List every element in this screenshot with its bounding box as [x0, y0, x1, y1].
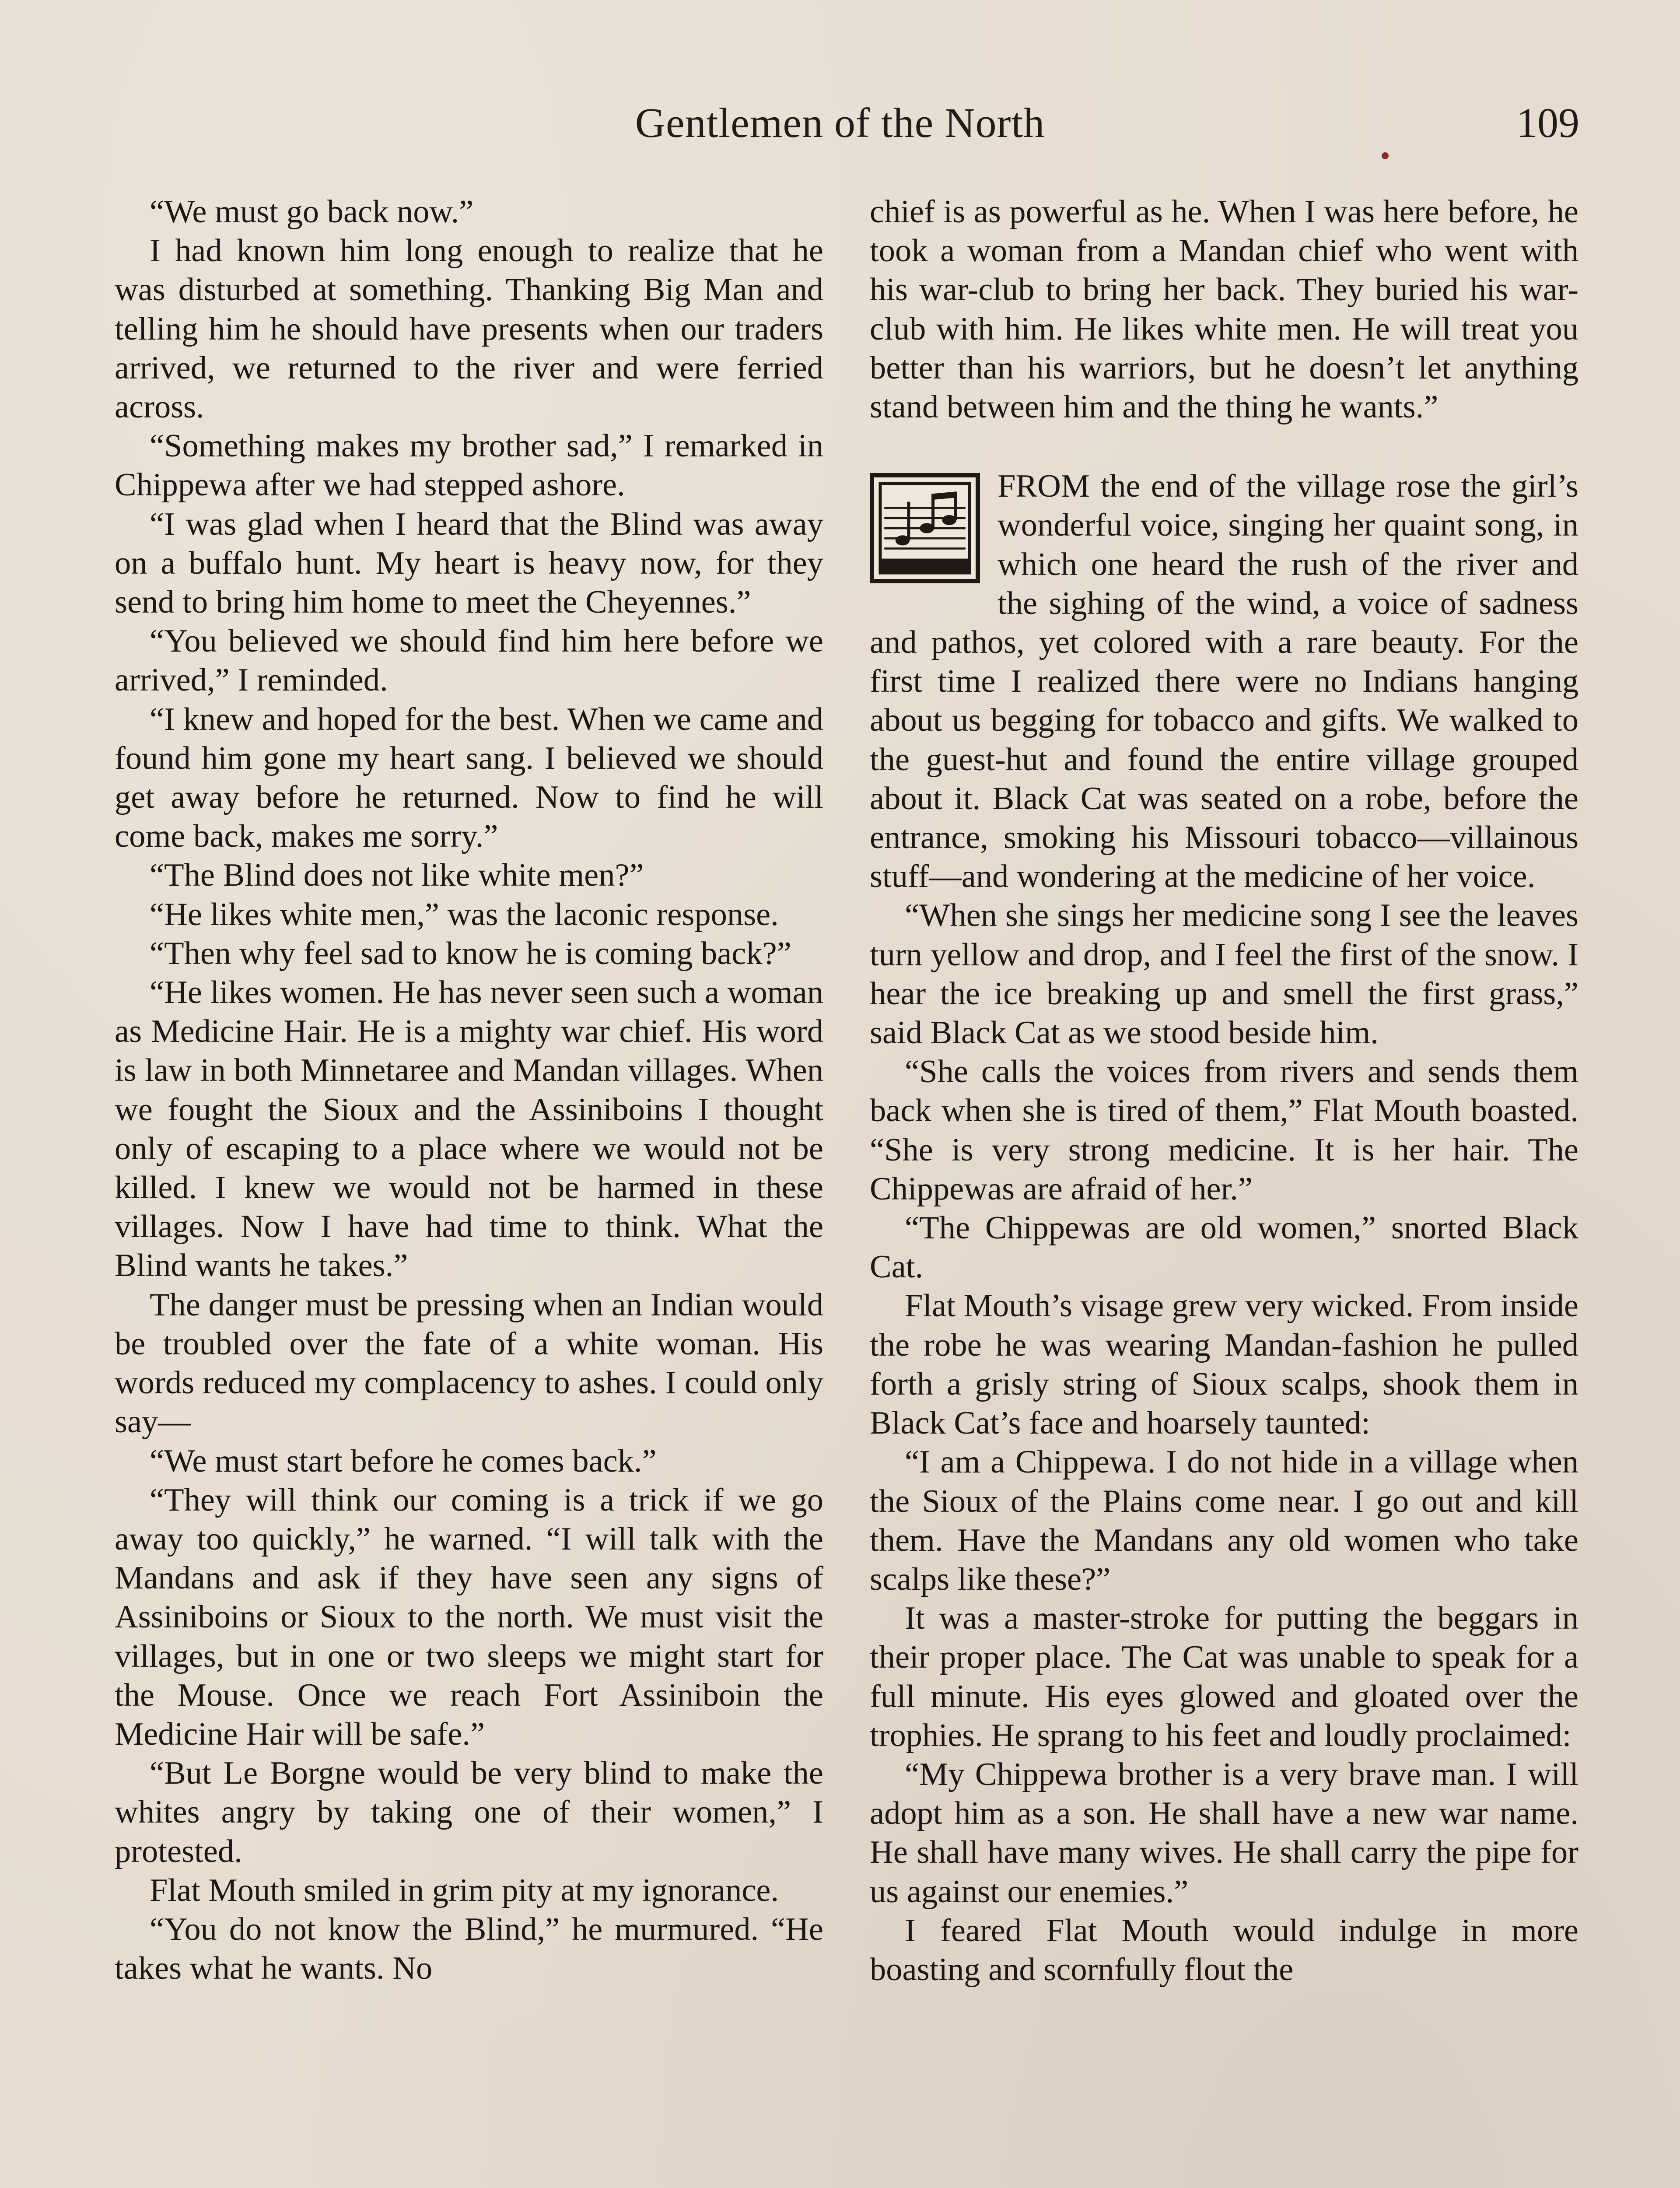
paragraph: “She calls the voices from rivers and sends them back when she is tired of them,” Flat Mouth boasted. “She is very strong medicine. It is her hair. The Chippewas are afraid of her.”	[870, 1054, 1578, 1207]
paragraph: “The Chippewas are old women,” snorted Black Cat.	[870, 1210, 1578, 1285]
ornament-initial-icon	[870, 473, 980, 583]
paragraph: “He likes women. He has never seen such a woman as Medicine Hair. He is a mighty war chief. His word is law in both Minnetaree and Mandan villages. When we fought the Sioux and the Assiniboins I thought only of escaping to a place where we would not be killed. I knew we would not be harmed in these villages. Now I have had time to think. What the Blind wants he takes.”	[115, 975, 823, 1284]
paragraph: “They will think our coming is a trick if we go away too quickly,” he warned. “I will talk with the Mandans and ask if they have seen any signs of Assiniboins or Sioux to the north. We must visit the villages, but in one or two sleeps we might start for the Mouse. Once we reach Fort Assiniboin the Medicine Hair will be safe.”	[115, 1482, 823, 1752]
continued-paragraph: chief is as powerful as he. When I was here before, he took a woman from a Mandan chief who went with his war-club to bring her back. They buried his war-club with him. He likes white men. He will treat you better than his warriors, but he doesn’t let anything stand between him and the thing he wants.”	[870, 194, 1578, 425]
ink-spot	[1382, 152, 1389, 159]
section-break	[870, 427, 1578, 467]
paragraph: “But Le Borgne would be very blind to make the whites angry by taking one of their women,” I protested.	[115, 1755, 823, 1869]
page-number: 109	[1516, 99, 1579, 146]
paragraph: “My Chippewa brother is a very brave man. I will adopt him as a son. He shall have a new war name. He shall have many wives. He shall carry the pipe for us against our enemies.”	[870, 1756, 1578, 1910]
right-column	[870, 193, 1578, 1989]
dropcap-paragraph	[870, 467, 1578, 896]
paragraph: I feared Flat Mouth would indulge in more boasting and scornfully flout the	[870, 1912, 1578, 1988]
paragraph: “The Blind does not like white men?”	[150, 857, 644, 894]
running-title: Gentlemen of the North	[635, 99, 1045, 146]
paragraph: “We must start before he comes back.”	[150, 1443, 657, 1479]
paragraph: Flat Mouth smiled in grim pity at my ignorance.	[150, 1872, 779, 1908]
paragraph: “Then why feel sad to know he is coming back?”	[150, 935, 791, 971]
paragraph: “I am a Chippewa. I do not hide in a village when the Sioux of the Plains come near. I go out and kill them. Have the Mandans any old women who take scalps like these?”	[870, 1444, 1578, 1597]
left-column	[115, 193, 823, 1988]
paragraph: “When she sings her medicine song I see the leaves turn yellow and drop, and I feel the first of the snow. I hear the ice breaking up and smell the first grass,” said Black Cat as we stood beside him.	[870, 898, 1578, 1051]
paragraph: Flat Mouth’s visage grew very wicked. From inside the robe he was wearing Mandan-fashion he pulled forth a grisly string of Sioux scalps, shook them in Black Cat’s face and hoarsely taunted:	[870, 1288, 1578, 1441]
paragraph: The danger must be pressing when an Indian would be troubled over the fate of a white woman. His words reduced my complacency to ashes. I could only say—	[115, 1287, 823, 1440]
running-head	[0, 98, 1680, 155]
paragraph: “He likes white men,” was the laconic response.	[150, 896, 779, 933]
paragraph: “I was glad when I heard that the Blind was away on a buffalo hunt. My heart is heavy now, for they send to bring him home to meet the Cheyennes.”	[115, 506, 823, 621]
paragraph: “You believed we should find him here before we arrived,” I reminded.	[115, 623, 823, 698]
paragraph: “We must go back now.”	[150, 194, 474, 230]
paragraph: “I knew and hoped for the best. When we came and found him gone my heart sang. I believed we should get away before he returned. Now to find he will come back, makes me sorry.”	[115, 701, 823, 855]
paragraph: It was a master-stroke for putting the beggars in their proper place. The Cat was unable to speak for a full minute. His eyes glowed and gloated over the trophies. He sprang to his feet and loudly proclaimed:	[870, 1600, 1578, 1753]
paragraph: “You do not know the Blind,” he murmured. “He takes what he wants. No	[115, 1911, 823, 1987]
paragraph: “Something makes my brother sad,” I remarked in Chippewa after we had stepped ashore.	[115, 428, 823, 503]
paragraph: I had known him long enough to realize that he was disturbed at something. Thanking Big Man and telling him he should have presents when our traders arrived, we returned to the river and were ferried across.	[115, 233, 823, 425]
dropcap-paragraph-text: FROM the end of the village rose the girl’s wonderful voice, singing her quaint song, in which one heard the rush of the river and the sighing of the wind, a voice of sadness and pathos, yet colored with a rare beauty. For the first time I realized there were no Indians hanging about us begging for tobacco and gifts. We walked to the guest-hut and found the entire village grouped about it. Black Cat was seated on a robe, before the entrance, smoking his Missouri tobacco—villainous stuff—and wondering at the medicine of her voice.	[870, 468, 1578, 895]
